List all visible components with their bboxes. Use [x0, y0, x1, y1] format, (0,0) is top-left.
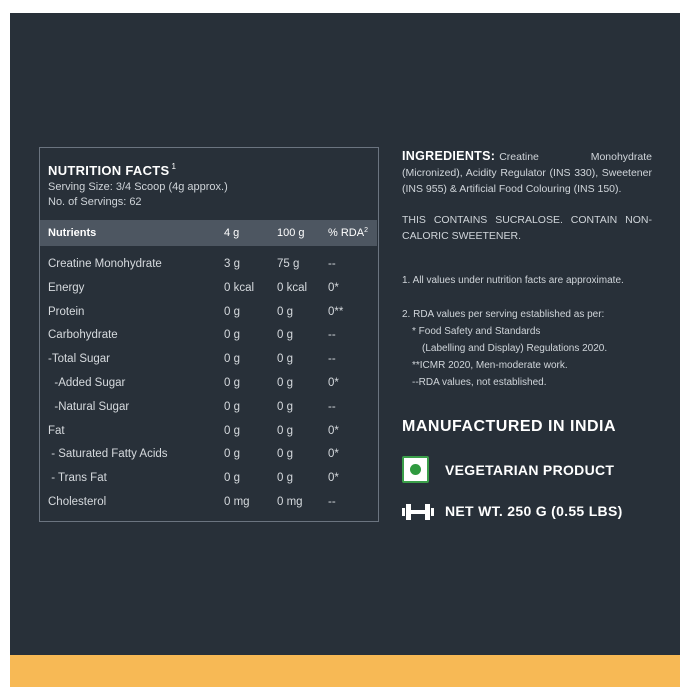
nutrient-name: Creatine Monohydrate [48, 258, 162, 270]
note-2-fss: * Food Safety and Standards [412, 326, 541, 337]
value-per-100g: 0 g [277, 353, 293, 366]
header-rda-sup: 2 [364, 227, 368, 234]
nutrition-row [40, 423, 377, 443]
ingredients-text: Creatine Monohydrate (Micronized), Acidity Regulator (INS 330), Sweetener (INS 955) & Artificial Food Colouring (INS 150). [402, 151, 652, 195]
nutrition-title [48, 162, 176, 178]
value-per-serving: 0 g [224, 448, 240, 461]
rda-value: -- [328, 258, 336, 270]
value-per-100g: 0 g [277, 305, 293, 318]
value-per-100g: 0 g [277, 424, 293, 437]
header-nutrients: Nutrients [48, 227, 97, 239]
nutrition-title-sup: 1 [171, 162, 177, 171]
value-per-100g: 0 g [277, 448, 293, 461]
value-per-serving: 0 g [224, 472, 240, 485]
header-rda-text: % RDA [328, 227, 365, 239]
nutrition-row [40, 375, 377, 395]
nutrient-name: Energy [48, 281, 85, 294]
vegetarian-mark-icon [402, 456, 429, 483]
rda-value: -- [328, 496, 336, 508]
value-per-100g: 0 kcal [277, 281, 308, 294]
nutrient-name: - Trans Fat [48, 472, 107, 485]
nutrition-row [40, 256, 377, 276]
vegetarian-label: VEGETARIAN PRODUCT [445, 462, 615, 478]
value-per-serving: 0 g [224, 400, 240, 413]
nutrient-name: - Saturated Fatty Acids [48, 448, 168, 461]
nutrient-name: -Added Sugar [48, 377, 126, 389]
rda-value: -- [328, 329, 336, 342]
value-per-100g: 0 g [277, 377, 293, 389]
value-per-serving: 0 g [224, 377, 240, 389]
note-2 [402, 306, 654, 391]
nutrition-row [40, 470, 377, 490]
note-1: 1. All values under nutrition facts are approximate. [402, 275, 624, 286]
value-per-100g: 75 g [277, 258, 300, 270]
note-2-icmr: **ICMR 2020, Men-moderate work. [412, 360, 568, 371]
value-per-100g: 0 g [277, 472, 293, 485]
value-per-100g: 0 mg [277, 496, 303, 508]
nutrition-row [40, 280, 377, 300]
nutrient-name: -Natural Sugar [48, 400, 130, 413]
sucralose-warning: THIS CONTAINS SUCRALOSE. CONTAIN NON-CALORIC SWEETENER. [402, 214, 652, 242]
nutrition-row [40, 327, 377, 347]
rda-value: -- [328, 400, 336, 413]
note-2-rda-na: --RDA values, not established. [412, 377, 547, 388]
value-per-serving: 3 g [224, 258, 240, 270]
note-2-title: 2. RDA values per serving established as per: [402, 309, 605, 320]
nutrient-name: Cholesterol [48, 496, 107, 508]
nutrition-row [40, 304, 377, 324]
nutrient-name: Carbohydrate [48, 329, 118, 342]
rda-value: 0* [328, 448, 339, 461]
nutrient-name: Protein [48, 305, 85, 318]
note-2-regulations: (Labelling and Display) Regulations 2020. [422, 343, 608, 354]
value-per-serving: 0 g [224, 353, 240, 366]
nutrition-title-text: NUTRITION FACTS [48, 163, 170, 178]
value-per-serving: 0 g [224, 305, 240, 318]
rda-value: 0* [328, 377, 339, 389]
header-100g: 100 g [277, 227, 305, 239]
dumbbell-icon [402, 502, 434, 522]
ingredients [402, 148, 652, 197]
servings-count: No. of Servings: 62 [48, 196, 142, 208]
value-per-serving: 0 mg [224, 496, 250, 508]
value-per-serving: 0 g [224, 329, 240, 342]
nutrition-table-header [40, 220, 377, 246]
nutrition-row [40, 399, 377, 419]
value-per-100g: 0 g [277, 329, 293, 342]
nutrient-name: Fat [48, 424, 65, 437]
net-weight-label: NET WT. 250 G (0.55 LBS) [445, 503, 623, 519]
rda-value: 0** [328, 305, 344, 318]
rda-value: 0* [328, 281, 339, 294]
nutrition-row [40, 446, 377, 466]
ingredients-label: INGREDIENTS: [402, 149, 496, 163]
value-per-100g: 0 g [277, 400, 293, 413]
value-per-serving: 0 kcal [224, 281, 255, 294]
nutrition-facts-box [39, 147, 379, 522]
manufactured-in-india: MANUFACTURED IN INDIA [402, 418, 617, 435]
rda-value: 0* [328, 472, 339, 485]
rda-value: 0* [328, 424, 339, 437]
nutrition-row [40, 494, 377, 514]
bottom-color-band [10, 655, 680, 687]
rda-value: -- [328, 353, 336, 366]
serving-size: Serving Size: 3/4 Scoop (4g approx.) [48, 181, 228, 193]
nutrition-row [40, 351, 377, 371]
value-per-serving: 0 g [224, 424, 240, 437]
nutrient-name: -Total Sugar [48, 353, 111, 366]
header-4g: 4 g [224, 227, 240, 239]
header-rda [328, 227, 368, 239]
